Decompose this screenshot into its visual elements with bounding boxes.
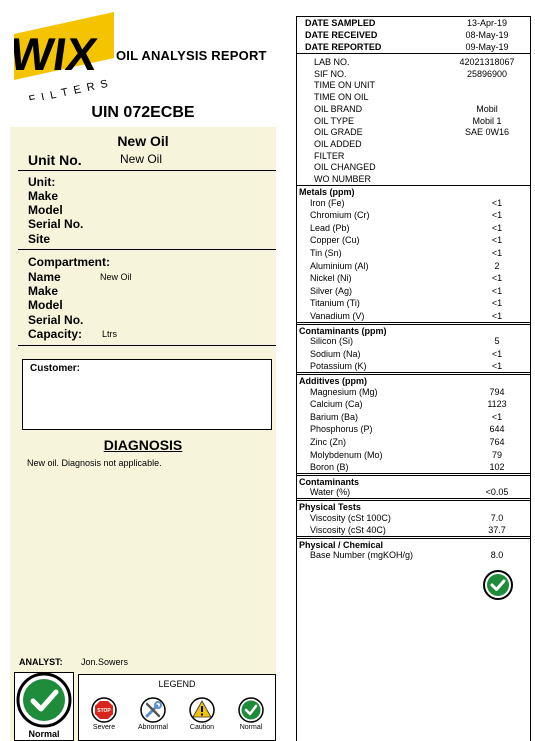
info-value: 25896900 (466, 68, 508, 79)
result-row (297, 298, 530, 310)
capacity-label: Capacity: (28, 327, 83, 341)
result-row (297, 437, 530, 449)
diagnosis-text: New oil. Diagnosis not applicable. (27, 458, 162, 468)
result-value: <1 (491, 235, 503, 246)
result-value: <1 (491, 197, 503, 208)
unit-no-value: New Oil (120, 152, 163, 166)
result-label: Boron (B) (310, 462, 349, 473)
result-value: <1 (491, 248, 503, 258)
name-value: New Oil (100, 272, 132, 282)
divider (18, 345, 276, 346)
analyst-name: Jon.Sowers (81, 657, 129, 667)
section-title: Contaminants (297, 475, 530, 488)
info-row (297, 151, 530, 163)
result-label: Silicon (Si) (310, 336, 354, 347)
result-value: <1 (491, 285, 503, 296)
result-value: 102 (489, 462, 505, 473)
result-value: <1 (491, 222, 503, 233)
section-title: Contaminants (ppm) (297, 324, 530, 337)
result-row (297, 336, 530, 348)
info-row (297, 174, 530, 186)
result-row (297, 412, 530, 424)
info-value: SAE 0W16 (464, 127, 510, 138)
normal-status-icon (15, 673, 73, 729)
result-row (297, 424, 530, 436)
panel-title: New Oil (117, 133, 169, 149)
legend-item-normal (227, 697, 275, 731)
result-value: 79 (491, 449, 502, 460)
date-label: DATE REPORTED (305, 42, 382, 52)
result-value: <1 (491, 273, 503, 284)
unit-label: Unit: (28, 175, 56, 189)
compartment-label: Compartment: (28, 255, 111, 269)
legend-label: Normal (239, 724, 263, 731)
report-title: OIL ANALYSIS REPORT (116, 48, 267, 63)
date-row (297, 29, 530, 41)
result-label: Viscosity (cSt 100C) (310, 512, 391, 523)
result-label: Magnesium (Mg) (310, 386, 378, 397)
customer-label: Customer: (30, 363, 81, 374)
legend (78, 674, 276, 741)
result-value: <1 (491, 361, 503, 372)
divider (18, 249, 276, 250)
result-row (297, 286, 530, 298)
result-row (297, 525, 530, 537)
info-row (297, 92, 530, 104)
analyst-label: ANALYST: (19, 657, 63, 667)
section-title: Metals (ppm) (297, 185, 530, 198)
result-row (297, 273, 530, 285)
date-value: 08-May-19 (465, 30, 509, 40)
result-label: Viscosity (cSt 40C) (310, 525, 386, 536)
results-panel (296, 16, 531, 741)
info-label: OIL BRAND (314, 103, 363, 114)
result-row (297, 198, 530, 210)
result-row (297, 513, 530, 525)
section-title: Physical Tests (297, 500, 530, 513)
info-label: OIL GRADE (314, 127, 363, 138)
info-row (297, 162, 530, 174)
result-status (483, 570, 513, 605)
result-label: Sodium (Na) (310, 348, 361, 359)
result-value: 5 (494, 336, 500, 347)
info-label: OIL CHANGED (314, 162, 376, 173)
result-label: Nickel (Ni) (310, 273, 352, 284)
result-value: 7.0 (490, 512, 504, 523)
result-row (297, 399, 530, 411)
info-row (297, 104, 530, 116)
check-icon (483, 570, 513, 600)
info-label: FILTER (314, 150, 345, 161)
comp-make-label: Make (28, 284, 59, 298)
name-label: Name (28, 270, 61, 284)
result-value: 37.7 (488, 525, 506, 536)
legend-item-severe (80, 697, 128, 731)
info-label: TIME ON UNIT (314, 80, 375, 91)
section-title: Additives (ppm) (297, 374, 530, 387)
stop-icon (91, 697, 117, 723)
result-value: <0.05 (485, 487, 509, 498)
result-label: Lead (Pb) (310, 222, 350, 233)
info-row (297, 80, 530, 92)
info-row (297, 127, 530, 139)
result-label: Calcium (Ca) (310, 399, 363, 410)
wix-logo (14, 12, 114, 100)
svg-text:WIX: WIX (14, 28, 101, 80)
section-title: Physical / Chemical (297, 538, 530, 551)
info-label: TIME ON OIL (314, 92, 369, 103)
result-label: Molybdenum (Mo) (310, 449, 383, 460)
result-row (297, 311, 530, 323)
result-value: <1 (491, 210, 503, 221)
result-row (297, 235, 530, 247)
model-label: Model (28, 203, 63, 217)
result-value: <1 (491, 411, 503, 422)
dates-block (297, 16, 530, 54)
info-row (297, 57, 530, 69)
customer-box (22, 359, 272, 430)
result-label: Titanium (Ti) (310, 298, 360, 309)
result-row (297, 450, 530, 462)
result-label: Chromium (Cr) (310, 210, 370, 221)
info-label: LAB NO. (314, 57, 350, 67)
result-label: Base Number (mgKOH/g) (310, 550, 414, 561)
result-row (297, 387, 530, 399)
result-row (297, 349, 530, 361)
result-label: Zinc (Zn) (310, 437, 346, 447)
info-label: WO NUMBER (314, 174, 371, 184)
diagnosis-title: DIAGNOSIS (103, 437, 183, 453)
date-label: DATE RECEIVED (305, 30, 378, 40)
date-row (297, 41, 530, 53)
result-label: Phosphorus (P) (310, 424, 373, 435)
result-value: 2 (494, 260, 500, 271)
site-label: Site (28, 232, 51, 246)
result-value: 764 (489, 437, 505, 447)
svg-text:FILTERS: FILTERS (27, 76, 114, 100)
result-row (297, 487, 530, 499)
check-icon (238, 697, 264, 723)
info-value: Mobil (476, 103, 498, 114)
date-row (297, 17, 530, 29)
legend-item-caution (178, 697, 226, 731)
info-row (297, 139, 530, 151)
unit-no-label: Unit No. (28, 152, 82, 168)
result-value: 1123 (487, 399, 507, 410)
result-label: Aluminium (Al) (310, 260, 369, 271)
overall-status (14, 672, 74, 741)
result-value: 8.0 (490, 550, 504, 561)
info-row (297, 116, 530, 128)
result-row (297, 550, 530, 562)
comp-model-label: Model (28, 298, 63, 312)
legend-label: Severe (92, 724, 116, 731)
date-label: DATE SAMPLED (305, 18, 376, 28)
legend-label: Caution (189, 724, 215, 731)
result-row (297, 361, 530, 373)
make-label: Make (28, 189, 59, 203)
info-label: OIL ADDED (314, 138, 362, 149)
result-value: <1 (491, 298, 503, 309)
divider (18, 170, 276, 171)
info-label: OIL TYPE (314, 115, 355, 126)
info-value: Mobil 1 (472, 115, 502, 126)
result-label: Silver (Ag) (310, 285, 353, 296)
result-label: Iron (Fe) (310, 197, 345, 208)
status-label: Normal (28, 729, 60, 739)
warning-icon (189, 697, 215, 723)
legend-label: Abnormal (138, 724, 168, 731)
info-row (297, 69, 530, 81)
info-value: 42021318067 (459, 57, 515, 67)
result-row (297, 462, 530, 474)
result-label: Copper (Cu) (310, 235, 360, 246)
legend-title: LEGEND (158, 679, 196, 689)
wrench-icon (140, 697, 166, 723)
uin-number: UIN 072ECBE (91, 104, 195, 121)
result-label: Water (%) (310, 487, 351, 498)
result-row (297, 210, 530, 222)
unit-info-panel (10, 127, 276, 741)
result-label: Tin (Sn) (310, 248, 342, 258)
result-label: Barium (Ba) (310, 411, 359, 422)
result-value: <1 (491, 348, 503, 359)
result-row (297, 223, 530, 235)
comp-serial-label: Serial No. (28, 313, 84, 327)
legend-item-abnormal (129, 697, 177, 731)
date-value: 13-Apr-19 (466, 18, 508, 28)
result-label: Potassium (K) (310, 361, 367, 372)
capacity-unit: Ltrs (102, 329, 118, 339)
date-value: 09-May-19 (465, 42, 509, 52)
result-value: 794 (489, 386, 505, 397)
result-value: 644 (489, 424, 505, 435)
result-label: Vanadium (V) (310, 311, 365, 321)
serial-label: Serial No. (28, 217, 84, 231)
result-row (297, 248, 530, 260)
svg-text:STOP: STOP (97, 708, 111, 714)
result-value: <1 (491, 311, 503, 321)
result-row (297, 261, 530, 273)
info-label: SIF NO. (314, 68, 347, 79)
